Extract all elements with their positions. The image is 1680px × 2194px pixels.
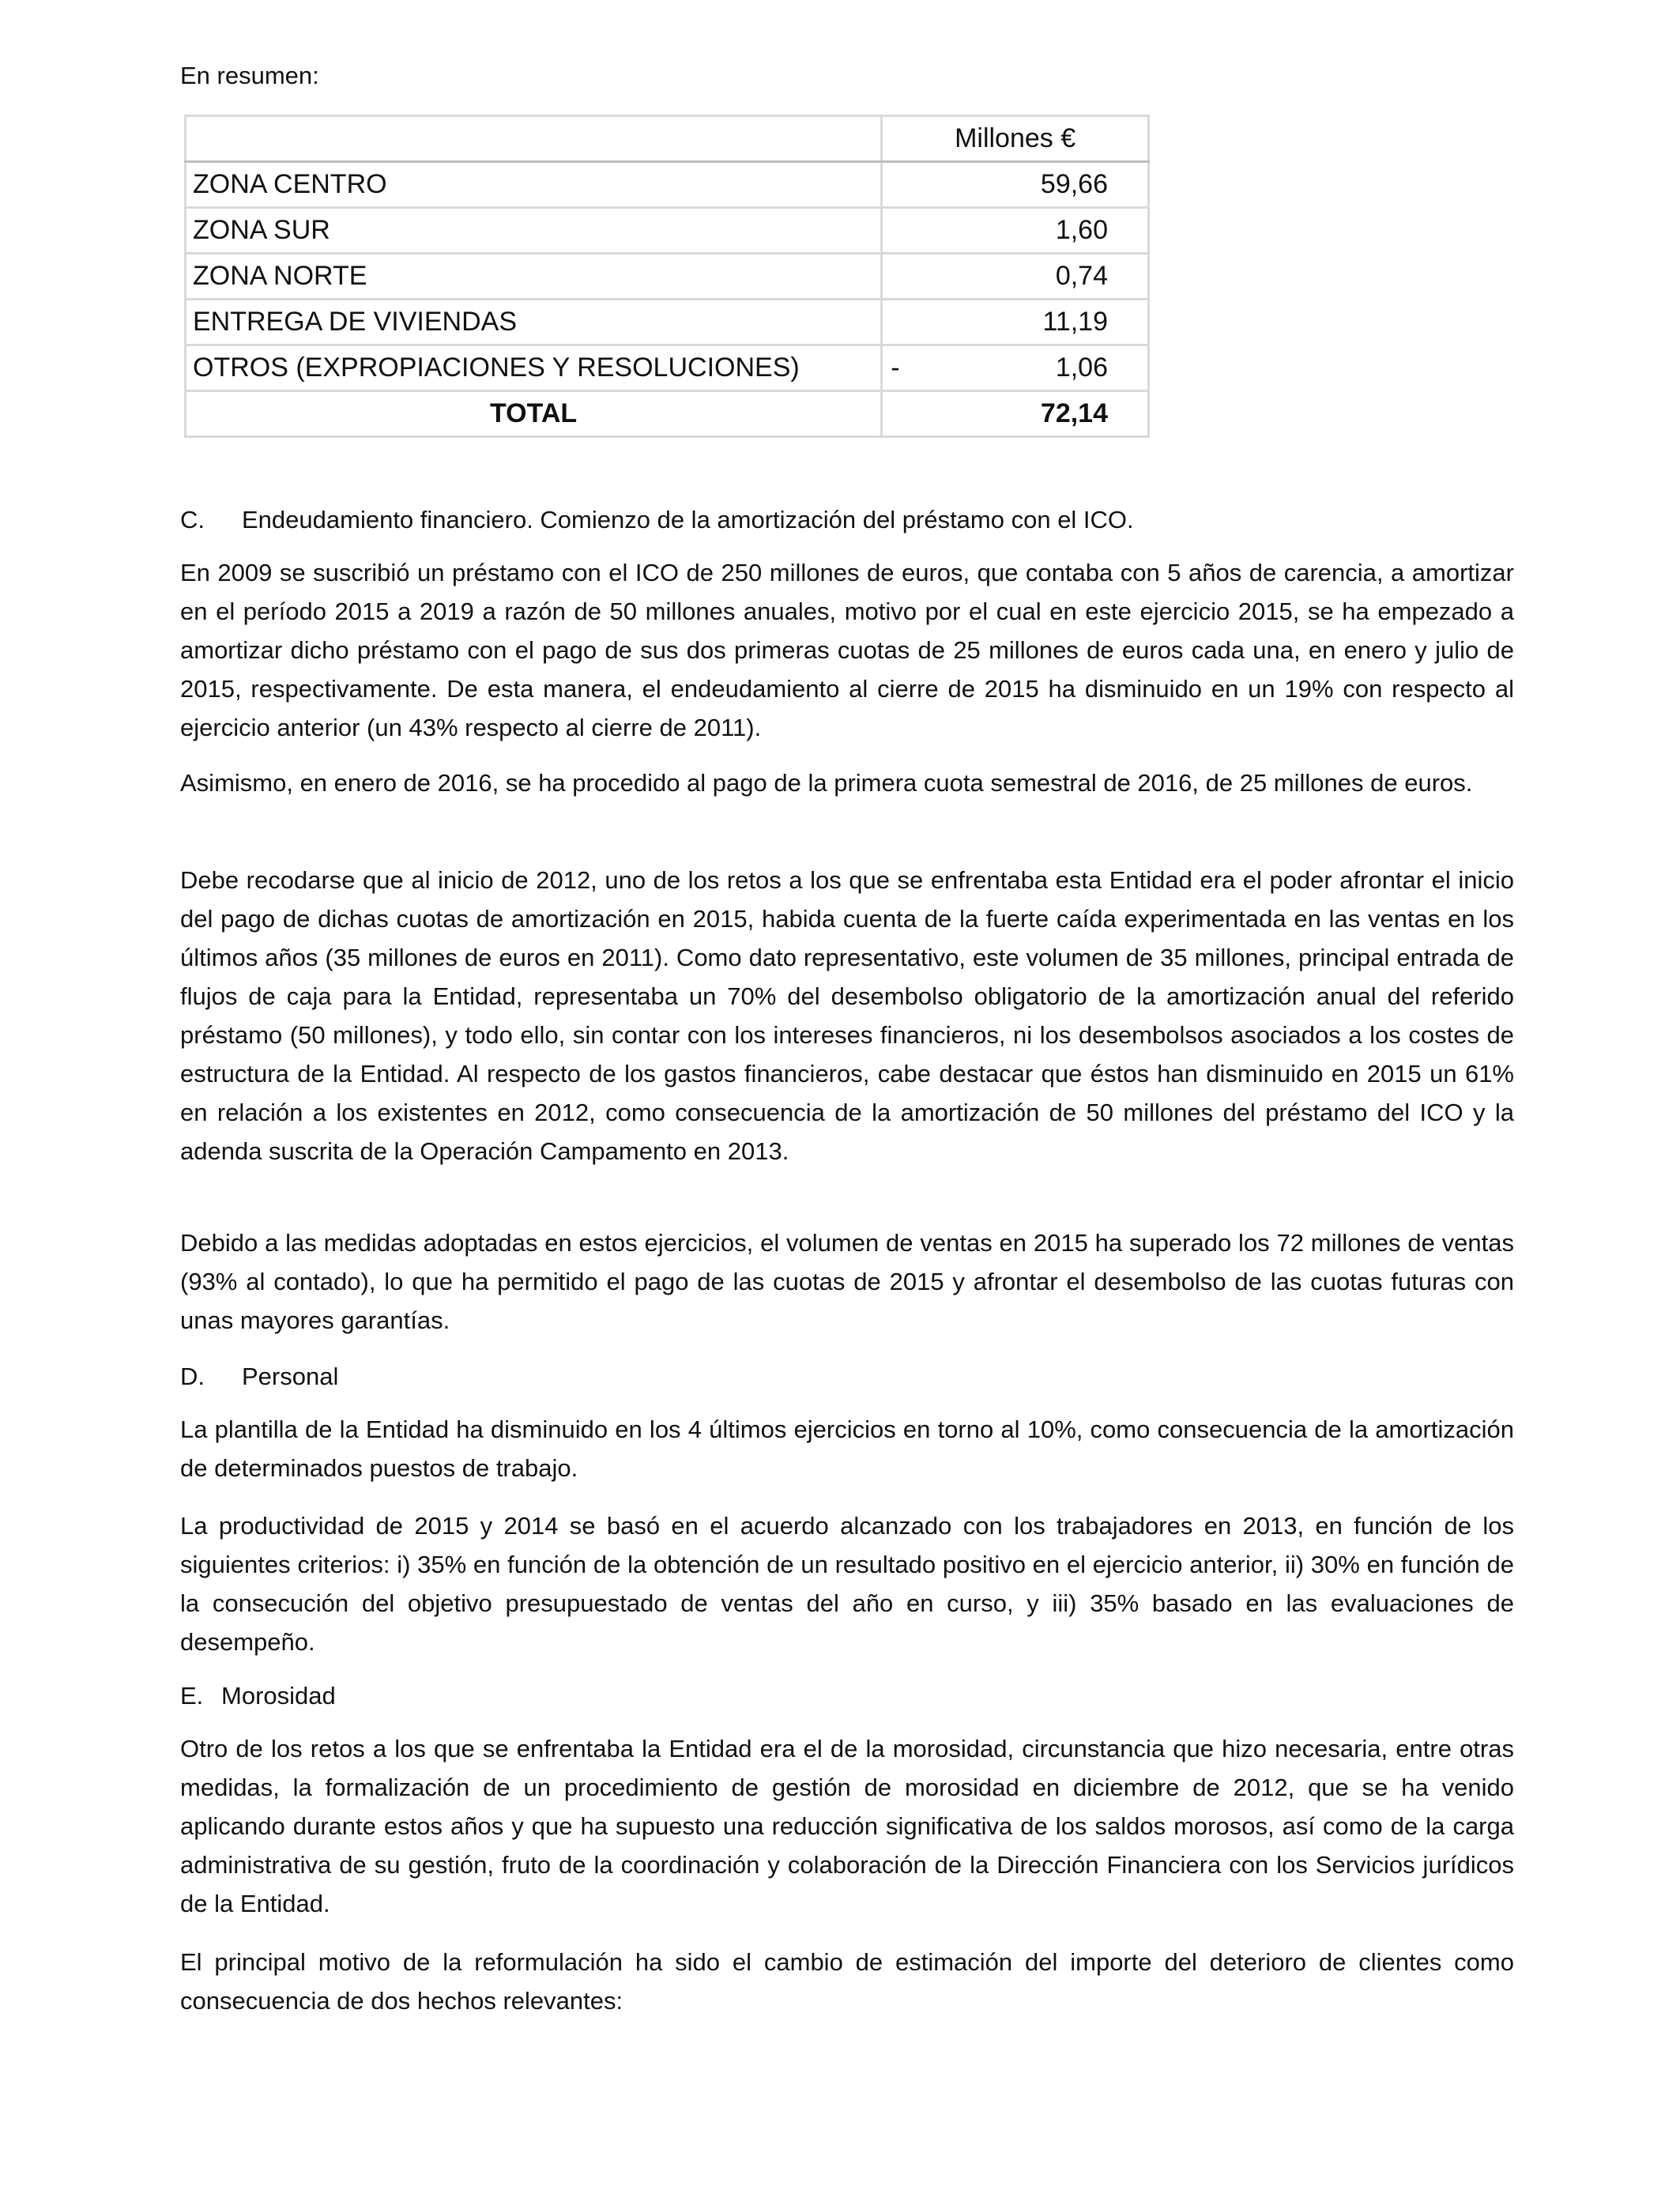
total-label: TOTAL [186, 391, 882, 437]
section-title: Endeudamiento financiero. Comienzo de la amortización del préstamo con el ICO. [242, 506, 1134, 533]
summary-table [184, 115, 1150, 438]
total-value: 72,14 [882, 391, 1149, 437]
row-value [882, 300, 1149, 345]
section-title: Morosidad [221, 1682, 336, 1710]
table-header-row [186, 116, 1149, 162]
row-amount: 1,06 [1055, 352, 1108, 383]
section-e-heading [180, 1680, 336, 1712]
section-c-heading [180, 504, 1134, 536]
paragraph: La plantilla de la Entidad ha disminuido en los 4 últimos ejercicios en torno al 10%, como consecuencia de la amortización de determinados puestos de trabajo. [180, 1416, 1514, 1482]
row-label: ZONA NORTE [186, 254, 882, 300]
intro-text: En resumen: [180, 62, 319, 89]
paragraph: La productividad de 2015 y 2014 se basó en el acuerdo alcanzado con los trabajadores en 2013, en función de los siguientes criterios: i) 35% en función de la obtención de un resultado positivo en el ejercicio anterior, ii) 30% en función de la consecución del objetivo presupuestado de ventas del año en curso, y iii) 35% basado en las evaluaciones de desempeño. [180, 1512, 1514, 1656]
row-amount: 1,60 [1055, 215, 1108, 245]
row-amount: 59,66 [1040, 169, 1108, 199]
header-unit: Millones € [882, 116, 1149, 162]
paragraph: Asimismo, en enero de 2016, se ha procedido al pago de la primera cuota semestral de 2016, de 25 millones de euros. [180, 769, 1473, 797]
section-letter: D. [180, 1363, 205, 1390]
row-value [882, 208, 1149, 254]
paragraph: En 2009 se suscribió un préstamo con el ICO de 250 millones de euros, que contaba con 5 años de carencia, a amortizar en el período 2015 a 2019 a razón de 50 millones anuales, motivo por el cual en este ejercicio 2015, se ha empezado a amortizar dicho préstamo con el pago de sus dos primeras cuotas de 25 millones de euros cada una, en enero y julio de 2015, respectivamente. De esta manera, el endeudamiento al cierre de 2015 ha disminuido en un 19% con respecto al ejercicio anterior (un 43% respecto al cierre de 2011). [180, 559, 1514, 741]
paragraph: El principal motivo de la reformulación ha sido el cambio de estimación del importe del deterioro de clientes como consecuencia de dos hechos relevantes: [180, 1948, 1514, 2015]
row-value [882, 254, 1149, 300]
section-letter: C. [180, 506, 205, 533]
paragraph: Debido a las medidas adoptadas en estos ejercicios, el volumen de ventas en 2015 ha superado los 72 millones de ventas (93% al contado), lo que ha permitido el pago de las cuotas de 2015 y afrontar el desembolso de las cuotas futuras con unas mayores garantías. [180, 1229, 1514, 1334]
row-label: ZONA SUR [186, 208, 882, 254]
section-title: Personal [242, 1363, 339, 1390]
table-total-row [186, 391, 1149, 437]
section-d-heading [180, 1361, 338, 1393]
table-row [186, 300, 1149, 345]
table-row [186, 345, 1149, 391]
row-amount: 0,74 [1055, 261, 1108, 291]
row-label: OTROS (EXPROPIACIONES Y RESOLUCIONES) [186, 345, 882, 391]
row-label: ENTREGA DE VIVIENDAS [186, 300, 882, 345]
row-sign: - [891, 352, 900, 383]
section-letter: E. [180, 1682, 204, 1710]
header-empty-cell [186, 116, 882, 162]
paragraph: Debe recodarse que al inicio de 2012, uno de los retos a los que se enfrentaba esta Entidad era el poder afrontar el inicio del pago de dichas cuotas de amortización en 2015, habida cuenta de la fuerte caída experimentada en las ventas en los últimos años (35 millones de euros en 2011). Como dato representativo, este volumen de 35 millones, principal entrada de flujos de caja para la Entidad, representaba un 70% del desembolso obligatorio de la amortización anual del referido préstamo (50 millones), y todo ello, sin contar con los intereses financieros, ni los desembolsos asociados a los costes de estructura de la Entidad. Al respecto de los gastos financieros, cabe destacar que éstos han disminuido en 2015 un 61% en relación a los existentes en 2012, como consecuencia de la amortización de 50 millones del préstamo del ICO y la adenda suscrita de la Operación Campamento en 2013. [180, 866, 1514, 1165]
table-row [186, 208, 1149, 254]
row-value [882, 162, 1149, 208]
row-label: ZONA CENTRO [186, 162, 882, 208]
table-row [186, 254, 1149, 300]
row-amount: 11,19 [1042, 307, 1108, 337]
paragraph: Otro de los retos a los que se enfrentaba la Entidad era el de la morosidad, circunstancia que hizo necesaria, entre otras medidas, la formalización de un procedimiento de gestión de morosidad en diciembre de 2012, que se ha venido aplicando durante estos años y que ha supuesto una reducción significativa de los saldos morosos, así como de la carga administrativa de su gestión, fruto de la coordinación y colaboración de la Dirección Financiera con los Servicios jurídicos de la Entidad. [180, 1735, 1514, 1917]
row-value [882, 345, 1149, 391]
table-row [186, 162, 1149, 208]
